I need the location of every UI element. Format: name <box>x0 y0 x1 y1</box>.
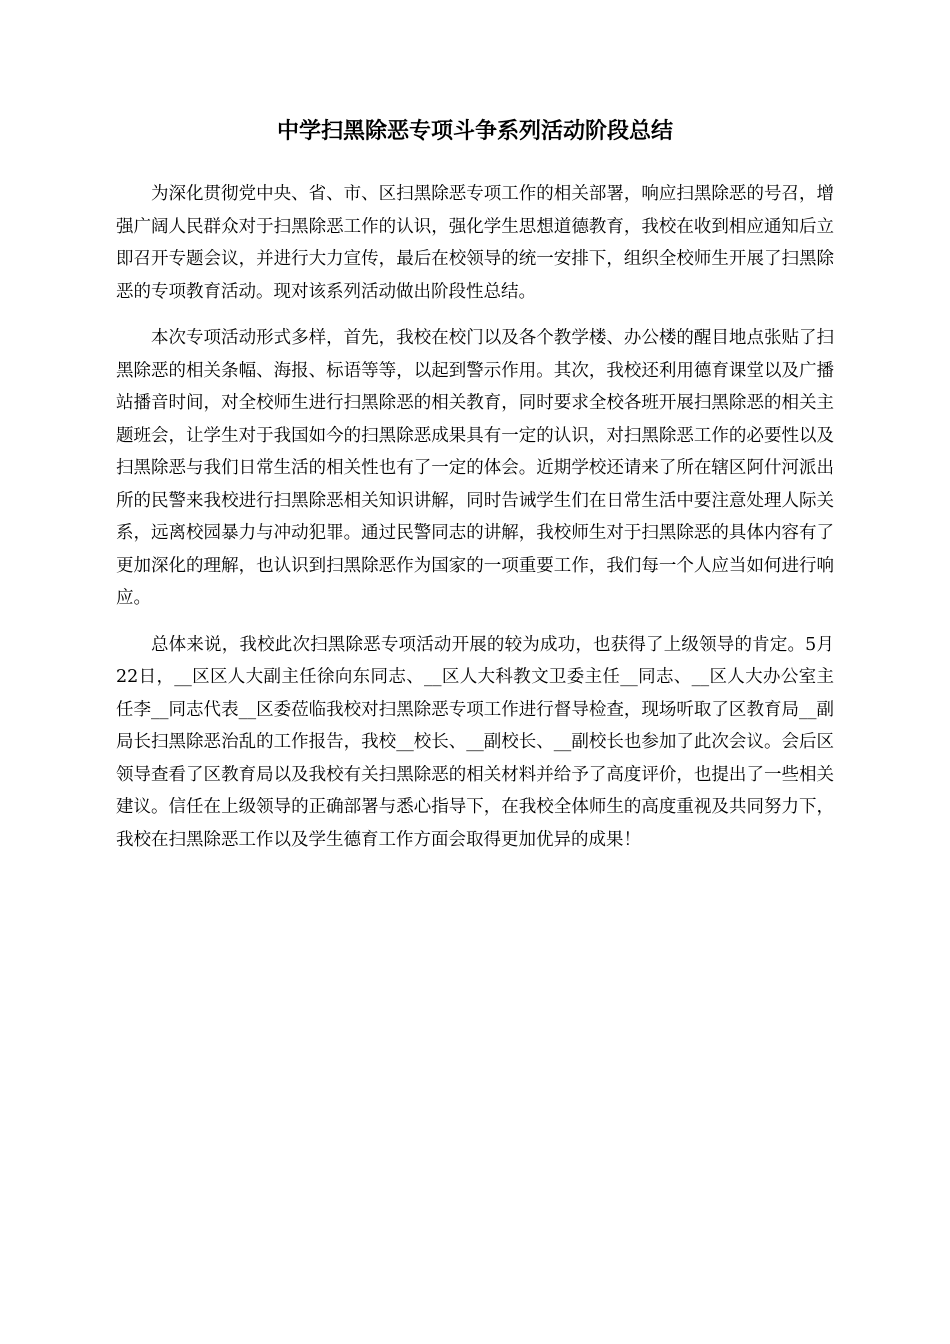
paragraph-1: 为深化贯彻党中央、省、市、区扫黑除恶专项工作的相关部署，响应扫黑除恶的号召，增强广阔人民群众对于扫黑除恶工作的认识，强化学生思想道德教育，我校在收到相应通知后立即召开专题会议，并进行大力宣传，最后在校领导的统一安排下，组织全校师生开展了扫黑除恶的专项教育活动。现对该系列活动做出阶段性总结。 <box>116 184 834 302</box>
document-title: 中学扫黑除恶专项斗争系列活动阶段总结 <box>276 118 673 144</box>
paragraph-2: 本次专项活动形式多样，首先，我校在校门以及各个教学楼、办公楼的醒目地点张贴了扫黑除恶的相关条幅、海报、标语等等，以起到警示作用。其次，我校还利用德育课堂以及广播站播音时间，对全校师生进行扫黑除恶的相关教育，同时要求全校各班开展扫黑除恶的相关主题班会，让学生对于我国如今的扫黑除恶成果具有一定的认识，对扫黑除恶工作的必要性以及扫黑除恶与我们日常生活的相关性也有了一定的体会。近期学校还请来了所在辖区阿什河派出所的民警来我校进行扫黑除恶相关知识讲解，同时告诫学生们在日常生活中要注意处理人际关系，远离校园暴力与冲动犯罪。通过民警同志的讲解，我校师生对于扫黑除恶的具体内容有了更加深化的理解，也认识到扫黑除恶作为国家的一项重要工作，我们每一个人应当如何进行响应。 <box>116 328 834 608</box>
paragraph-3: 总体来说，我校此次扫黑除恶专项活动开展的较为成功，也获得了上级领导的肯定。5月22日，__区区人大副主任徐向东同志、__区人大科教文卫委主任__同志、__区人大办公室主任李__同志代表__区委莅临我校对扫黑除恶专项工作进行督导检查，现场听取了区教育局__副局长扫黑除恶治乱的工作报告，我校__校长、__副校长、__副校长也参加了此次会议。会后区领导查看了区教育局以及我校有关扫黑除恶的相关材料并给予了高度评价，也提出了一些相关建议。信任在上级领导的正确部署与悉心指导下，在我校全体师生的高度重视及共同努力下，我校在扫黑除恶工作以及学生德育工作方面会取得更加优异的成果！ <box>116 634 834 850</box>
document-body <box>116 178 834 870</box>
